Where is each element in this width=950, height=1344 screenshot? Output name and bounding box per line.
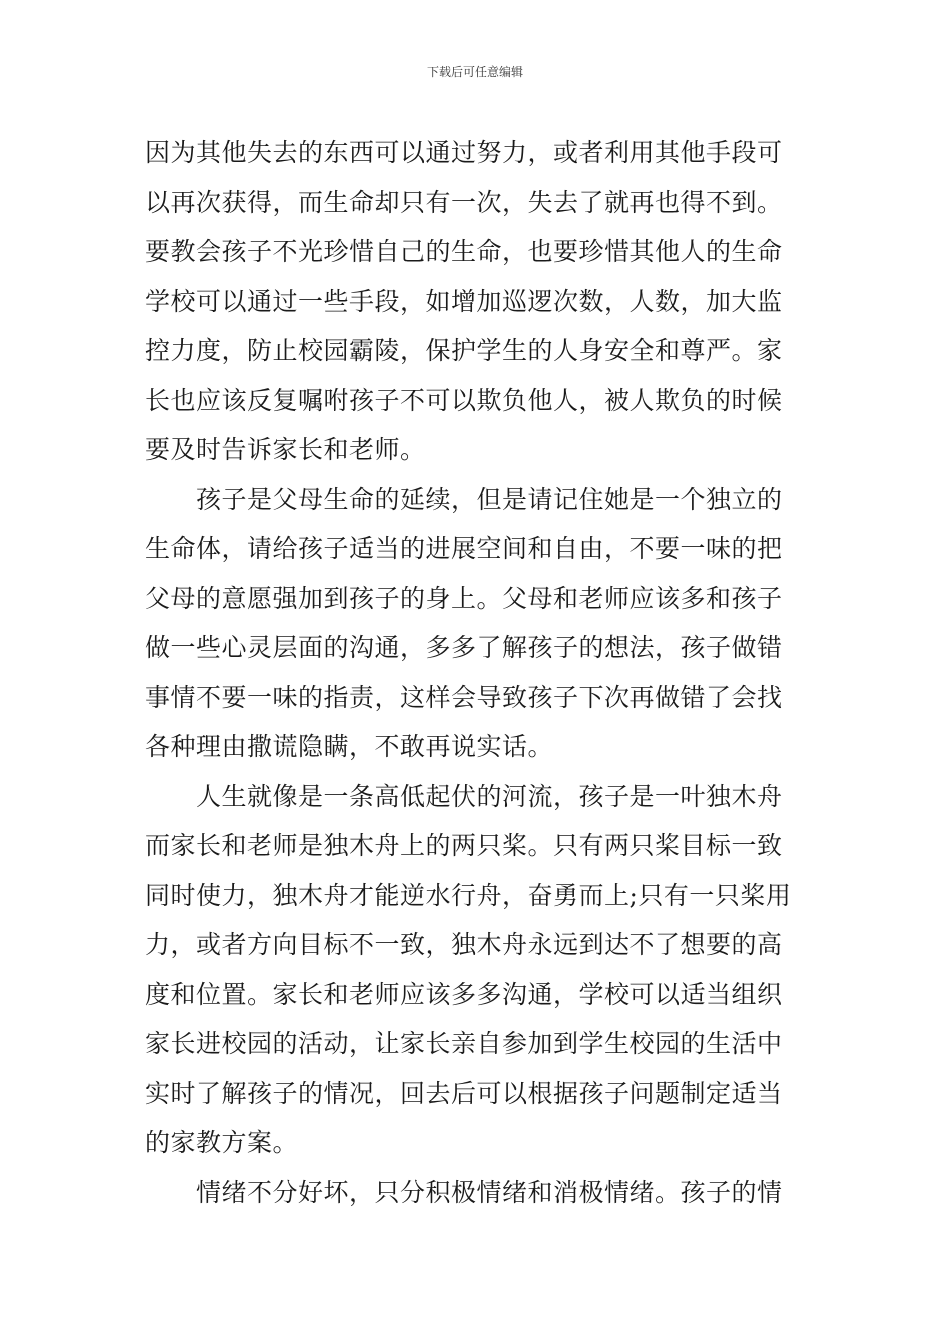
text-line: 长也应该反复嘱咐孩子不可以欺负他人，被人欺负的时候 bbox=[145, 385, 783, 415]
text-line: 实时了解孩子的情况，回去后可以根据孩子问题制定适当 bbox=[145, 1078, 783, 1108]
paragraph-first-line: 人生就像是一条高低起伏的河流，孩子是一叶独木舟 bbox=[196, 781, 783, 811]
paragraph-first-line: 孩子是父母生命的延续，但是请记住她是一个独立的 bbox=[196, 484, 783, 514]
text-line: 家长进校园的活动，让家长亲自参加到学生校园的生活中 bbox=[145, 1029, 783, 1058]
text-line: 而家长和老师是独木舟上的两只桨。只有两只桨目标一致 bbox=[145, 831, 783, 860]
text-line: 同时使力，独木舟才能逆水行舟，奋勇而上;只有一只桨用 bbox=[145, 880, 792, 910]
text-line: 各种理由撒谎隐瞒，不敢再说实话。 bbox=[145, 732, 554, 761]
text-line: 学校可以通过一些手段，如增加巡逻次数，人数，加大监 bbox=[145, 286, 783, 316]
document-body bbox=[145, 128, 810, 1217]
page-header: 下载后可任意编辑 bbox=[426, 65, 523, 79]
text-line: 控力度，防止校园霸陵，保护学生的人身安全和尊严。家 bbox=[145, 336, 783, 365]
text-line: 力，或者方向目标不一致，独木舟永远到达不了想要的高 bbox=[145, 930, 783, 959]
text-line: 度和位置。家长和老师应该多多沟通，学校可以适当组织 bbox=[145, 979, 783, 1009]
text-line: 做一些心灵层面的沟通，多多了解孩子的想法，孩子做错 bbox=[145, 633, 783, 662]
text-line: 事情不要一味的指责，这样会导致孩子下次再做错了会找 bbox=[145, 682, 783, 712]
text-line: 父母的意愿强加到孩子的身上。父母和老师应该多和孩子 bbox=[145, 583, 783, 613]
text-line: 以再次获得，而生命却只有一次，失去了就再也得不到。 bbox=[145, 187, 783, 217]
text-line: 要教会孩子不光珍惜自己的生命，也要珍惜其他人的生命 bbox=[145, 237, 783, 266]
text-line: 要及时告诉家长和老师。 bbox=[145, 435, 426, 464]
text-line: 因为其他失去的东西可以通过努力，或者利用其他手段可 bbox=[145, 138, 783, 167]
paragraph-first-line: 情绪不分好坏，只分积极情绪和消极情绪。孩子的情 bbox=[196, 1177, 783, 1207]
text-line: 的家教方案。 bbox=[145, 1128, 299, 1157]
text-line: 生命体，请给孩子适当的进展空间和自由，不要一味的把 bbox=[145, 534, 783, 563]
